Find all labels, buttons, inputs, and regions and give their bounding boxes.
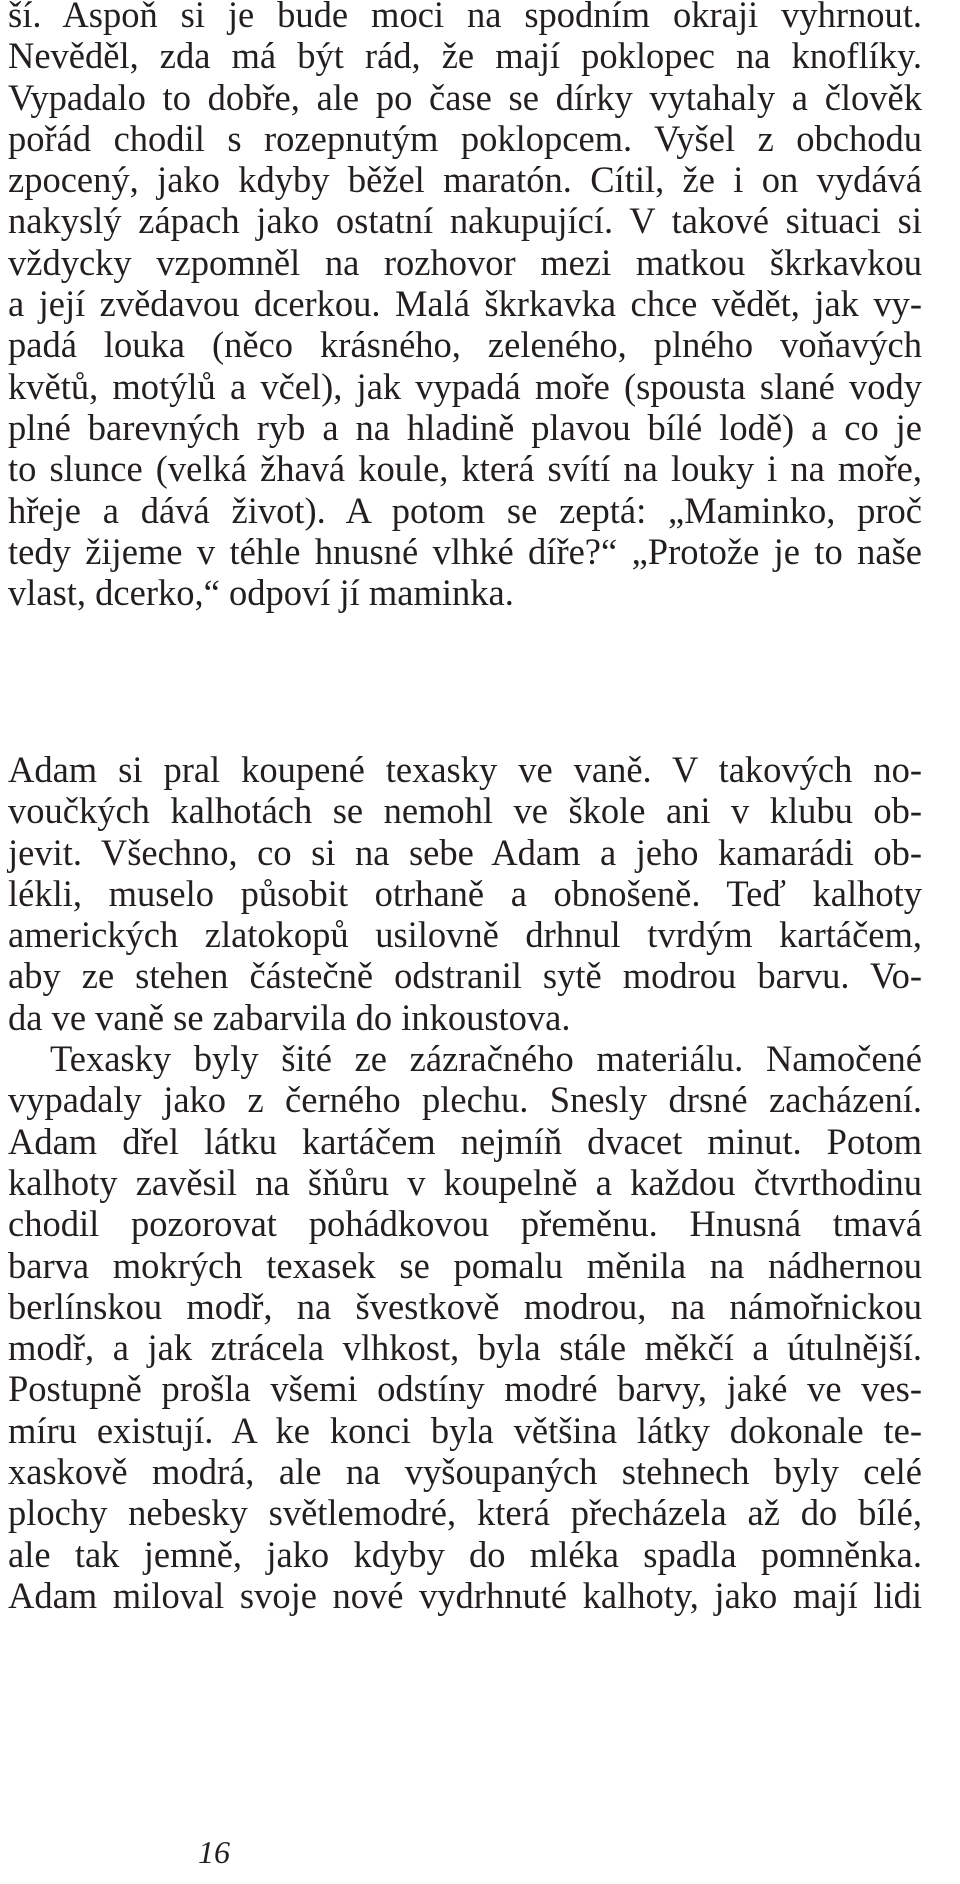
text-line: Adam miloval svoje nové vydrhnuté kalhoty, jako mají lidi: [8, 1574, 922, 1616]
text-line: plochy nebesky světlemodré, která přecházela až do bílé,: [8, 1492, 922, 1534]
text-line: plné barevných ryb a na hladině plavou bílé lodě) a co je: [8, 406, 922, 448]
text-line: modř, a jak ztrácela vlhkost, byla stále měkčí a útulnější.: [8, 1327, 922, 1369]
text-line: vypadaly jako z černého plechu. Snesly drsné zacházení.: [8, 1079, 922, 1121]
text-line: amerických zlatokopů usilovně drhnul tvrdým kartáčem,: [8, 914, 922, 956]
text-line: chodil pozorovat pohádkovou přeměnu. Hnusná tmavá: [8, 1203, 922, 1245]
text-line: Adam si pral koupené texasky ve vaně. V takových no-: [8, 749, 922, 790]
text-line: voučkých kalhotách se nemohl ve škole ani v klubu ob-: [8, 790, 922, 832]
paragraph-1: [8, 0, 922, 613]
text-line: a její zvědavou dcerkou. Malá škrkavka chce vědět, jak vy-: [8, 283, 922, 325]
text-line: nakyslý zápach jako ostatní nakupující. V takové situaci si: [8, 200, 922, 242]
text-line: Adam dřel látku kartáčem nejmíň dvacet minut. Potom: [8, 1120, 922, 1162]
text-line: zpocený, jako kdyby běžel maratón. Cítil, že i on vydává: [8, 159, 922, 201]
text-line: hřeje a dává život). A potom se zeptá: „Maminko, proč: [8, 489, 922, 531]
text-line: tedy žijeme v téhle hnusné vlhké díře?“ „Protože je to naše: [8, 530, 922, 572]
text-line: padá louka (něco krásného, zeleného, plného voňavých: [8, 324, 922, 366]
text-line: vždycky vzpomněl na rozhovor mezi matkou škrkavkou: [8, 241, 922, 283]
text-line: da ve vaně se zabarvila do inkoustova.: [8, 996, 571, 1038]
text-line: kalhoty zavěsil na šňůru v koupelně a každou čtvrthodinu: [8, 1161, 922, 1203]
text-line: ší. Aspoň si je bude moci na spodním okraji vyhrnout.: [8, 0, 922, 35]
page-number: 16: [198, 1834, 230, 1870]
text-line: pořád chodil s rozepnutým poklopcem. Vyšel z obchodu: [8, 117, 922, 159]
text-line: aby ze stehen částečně odstranil sytě modrou barvu. Vo-: [8, 955, 922, 997]
text-line: to slunce (velká žhavá koule, která svítí na louky i na moře,: [8, 448, 922, 490]
text-line: barva mokrých texasek se pomalu měnila na nádhernou: [8, 1244, 922, 1286]
text-line: vlast, dcerko,“ odpoví jí maminka.: [8, 572, 514, 614]
text-line: ale tak jemně, jako kdyby do mléka spadla pomněnka.: [8, 1533, 922, 1575]
text-line: jevit. Všechno, co si na sebe Adam a jeho kamarádi ob-: [8, 831, 922, 873]
text-line: míru existují. A ke konci byla většina látky dokonale te-: [8, 1409, 922, 1451]
text-line: Postupně prošla všemi odstíny modré barvy, jaké ve ves-: [8, 1368, 922, 1410]
paragraph-2: [8, 749, 922, 1616]
text-line: Vypadalo to dobře, ale po čase se dírky vytahaly a člověk: [8, 76, 922, 118]
text-line: květů, motýlů a včel), jak vypadá moře (spousta slané vody: [8, 365, 922, 407]
text-line: xaskově modrá, ale na vyšoupaných stehnech byly celé: [8, 1451, 922, 1493]
text-line: Nevěděl, zda má být rád, že mají poklopec na knoflíky.: [8, 35, 922, 77]
text-line: berlínskou modř, na švestkově modrou, na námořnickou: [8, 1285, 922, 1327]
text-line: Texasky byly šité ze zázračného materiálu. Namočené: [50, 1038, 922, 1080]
text-line: lékli, muselo působit otrhaně a obnošeně. Teď kalhoty: [8, 872, 922, 914]
